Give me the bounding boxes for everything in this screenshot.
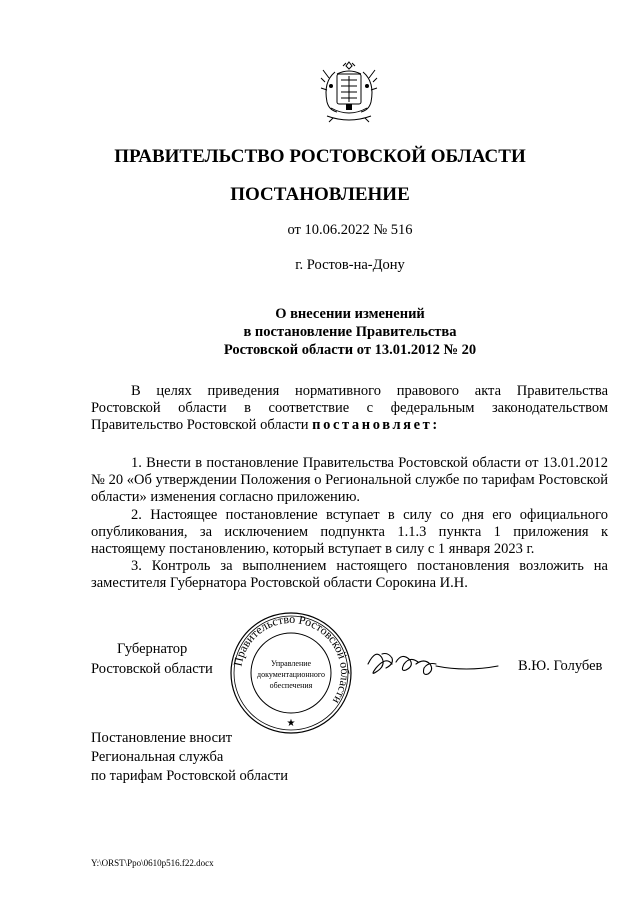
subject-line: в постановление Правительства	[243, 324, 457, 340]
decree-items	[91, 455, 608, 593]
government-name: ПРАВИТЕЛЬСТВО РОСТОВСКОЙ ОБЛАСТИ	[114, 146, 526, 167]
signatory-position-line: Ростовской области	[91, 661, 213, 677]
official-stamp	[228, 610, 354, 736]
decree-item: 3. Контроль за выполнением настоящего постановления возложить на заместителя Губернатора Ростовской области Сорокина И.Н.	[91, 558, 608, 592]
submitter-block	[91, 729, 288, 786]
handwritten-signature	[362, 642, 502, 686]
coat-of-arms-emblem	[313, 58, 385, 124]
signatory-position	[91, 639, 213, 679]
subject-line: О внесении изменений	[275, 306, 425, 322]
decree-item: 1. Внести в постановление Правительства Ростовской области от 13.01.2012 № 20 «Об утверждении Положения о Региональной службе по тарифам Ростовской области» изменения согласно приложению.	[91, 455, 608, 506]
submitter-line: Постановление вносит	[91, 730, 233, 746]
stamp-center-line: Управление	[270, 659, 312, 668]
date-and-number: от 10.06.2022 № 516	[287, 222, 413, 238]
stamp-ring-text: Правительство Ростовской области	[230, 611, 353, 707]
file-path: Y:\ORST\Ppo\0610p516.f22.docx	[91, 858, 214, 868]
stamp-center-line: документационного	[257, 670, 325, 679]
preamble	[91, 383, 608, 435]
decree-word: постановляет:	[312, 417, 440, 434]
stamp-center-line: обеспечения	[269, 681, 313, 690]
document-type: ПОСТАНОВЛЕНИЕ	[230, 184, 410, 205]
submitter-line: Региональная служба	[91, 749, 224, 765]
decree-item: 2. Настоящее постановление вступает в силу со дня его официального опубликования, за исключением подпункта 1.1.3 пункта 1 приложения к настоящему постановлению, который вступает в силу с 1 января 2023 г.	[91, 506, 608, 558]
preamble-text: В целях приведения нормативного правового акта Правительства Ростовской области в соответствие с федеральным законодательством Правительство Ростовской области	[91, 383, 608, 434]
city: г. Ростов-на-Дону	[295, 257, 405, 273]
submitter-line: по тарифам Ростовской области	[91, 768, 288, 784]
subject-line: Ростовской области от 13.01.2012 № 20	[223, 342, 477, 358]
signatory-name: В.Ю. Голубев	[518, 658, 603, 674]
signatory-position-line: Губернатор	[117, 641, 188, 657]
stamp-star-icon: ★	[286, 718, 296, 729]
document-subject	[0, 305, 640, 359]
